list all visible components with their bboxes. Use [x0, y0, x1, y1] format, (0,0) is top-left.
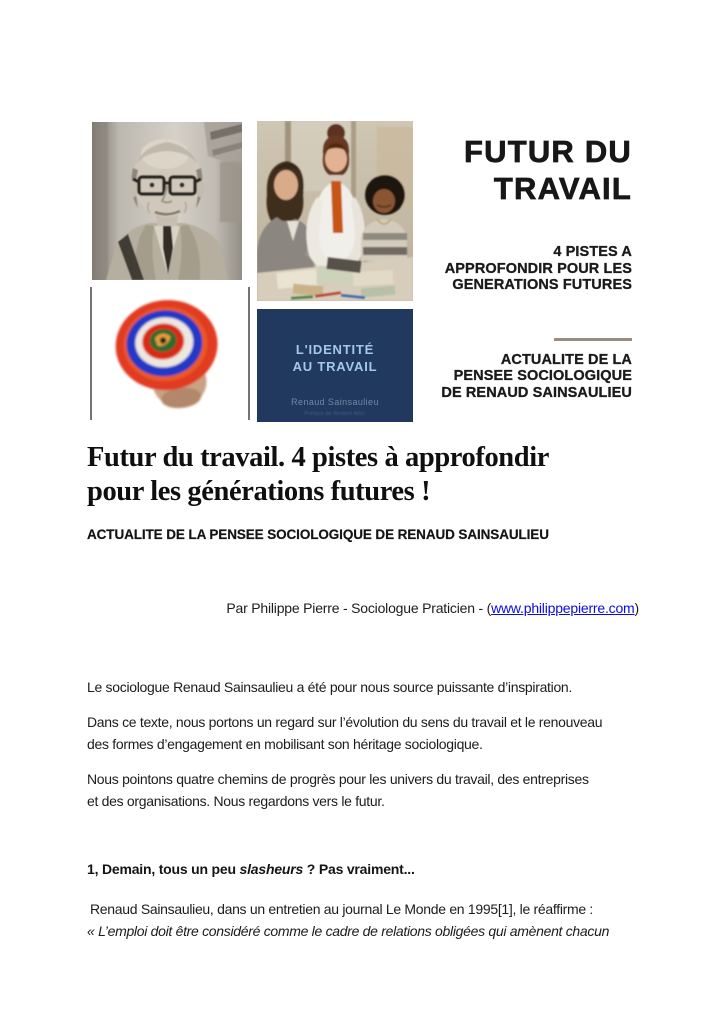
cover-title — [372, 133, 632, 207]
cover-title-line1: FUTUR DU — [463, 134, 632, 169]
cover-title-block — [372, 133, 632, 401]
section-heading-prefix: 1, Demain, tous un peu — [87, 861, 240, 877]
article-title-line1: Futur du travail. 4 pistes à approfondir — [87, 442, 549, 473]
article-title-line2: pour les générations futures ! — [87, 476, 431, 507]
book-title-line1: L'IDENTITÉ — [295, 342, 375, 357]
paragraph-1-line1: Le sociologue Renaud Sainsaulieu a été pour nous source puissante d’inspiration. — [87, 679, 573, 695]
article-title — [87, 441, 687, 509]
paragraph-3-line2: et des organisations. Nous regardons vers le futur. — [87, 793, 385, 810]
philippepierre-link[interactable]: www.philippepierre.com — [491, 600, 635, 616]
cover-tagline — [372, 352, 632, 402]
paragraph-1 — [87, 676, 572, 698]
closing-paragraph — [87, 898, 609, 943]
spinning-top-photo — [90, 287, 250, 420]
divider-line — [554, 338, 632, 341]
tagline-line3: DE RENAUD SAINSAULIEU — [441, 384, 632, 401]
paragraph-3-line1: Nous pointons quatre chemins de progrès pour les univers du travail, des entreprises — [87, 771, 589, 787]
cover-pitch — [372, 244, 632, 294]
byline-text: Par Philippe Pierre - Sociologue Praticien - ( — [226, 600, 492, 616]
pitch-line1: 4 PISTES A — [553, 244, 632, 260]
byline-suffix: ) — [634, 600, 639, 616]
paragraph-2-line2: des formes d’engagement en mobilisant son héritage sociologique. — [87, 736, 483, 753]
portrait-photo — [92, 122, 242, 280]
paragraph-2 — [87, 711, 602, 756]
book-cover-author: Renaud Sainsaulieu — [291, 397, 379, 407]
spinning-top-icon — [92, 287, 248, 420]
closing-line1: Renaud Sainsaulieu, dans un entretien au journal Le Monde en 1995[1], le réaffirme : — [90, 901, 594, 917]
byline — [87, 600, 639, 616]
article-subtitle: ACTUALITE DE LA PENSEE SOCIOLOGIQUE DE RENAUD SAINSAULIEU — [87, 527, 549, 542]
section-heading — [87, 861, 415, 877]
book-title-line2: AU TRAVAIL — [292, 358, 378, 374]
pitch-line3: GENERATIONS FUTURES — [452, 277, 632, 293]
closing-quote-line: « L’emploi doit être considéré comme le cadre de relations obligées qui amènent chacun — [87, 923, 610, 940]
section-heading-suffix: ? Pas vraiment... — [303, 861, 415, 877]
tagline-line2: PENSEE SOCIOLOGIQUE — [453, 368, 632, 384]
paragraph-3 — [87, 768, 589, 813]
pitch-line2: APPROFONDIR POUR LES — [444, 260, 632, 277]
tagline-line1: ACTUALITE DE LA — [500, 351, 632, 368]
book-cover-subline: Préface de Norbert Alter — [304, 411, 366, 417]
section-heading-emphasis: slasheurs — [239, 861, 304, 877]
cover-title-line2: TRAVAIL — [493, 171, 632, 206]
paragraph-2-line1: Dans ce texte, nous portons un regard sur l’évolution du sens du travail et le renouveau — [87, 714, 603, 730]
